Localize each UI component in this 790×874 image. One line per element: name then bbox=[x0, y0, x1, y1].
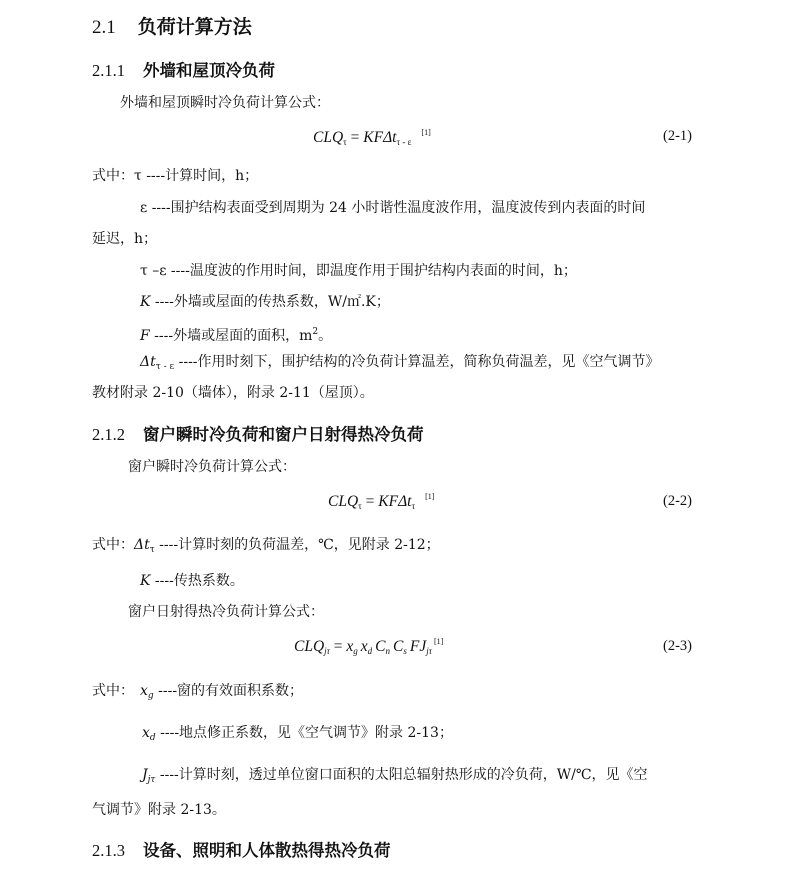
eq-subscript: g bbox=[353, 646, 358, 656]
section-number: 2.1.1 bbox=[92, 61, 125, 80]
section-heading-2-1-1 bbox=[92, 57, 275, 81]
section-number: 2.1.3 bbox=[92, 841, 125, 860]
definition-text: ----传热系数。 bbox=[150, 573, 244, 589]
equation-2-1 bbox=[313, 128, 431, 147]
eq-equals: = bbox=[333, 638, 343, 655]
definition-text: ----计算时刻的负荷温差，℃，见附录 2-12； bbox=[154, 537, 440, 553]
section-number: 2.1.2 bbox=[92, 425, 125, 444]
definition-xd bbox=[142, 723, 453, 748]
section-title: 负荷计算方法 bbox=[137, 16, 252, 38]
definition-text: ----计算时刻，透过单位窗口面积的太阳总辐射热形成的冷负荷，W/℃，见《空 bbox=[155, 767, 648, 783]
citation-ref: [1] bbox=[433, 637, 444, 646]
eq-term: FJ bbox=[409, 638, 427, 655]
citation-ref: [1] bbox=[425, 492, 435, 501]
symbol: K bbox=[140, 294, 151, 310]
equation-number: (2-3) bbox=[663, 638, 692, 654]
paragraph-wall-intro: 外墙和屋顶瞬时冷负荷计算公式： bbox=[120, 95, 330, 111]
definition-xg bbox=[92, 681, 303, 706]
symbol-subscript: d bbox=[149, 733, 156, 743]
definition-delta-t-window bbox=[92, 535, 440, 560]
eq-subscript: d bbox=[367, 646, 373, 656]
symbol-subscript: jτ bbox=[147, 775, 156, 785]
definition-prefix: 式中： bbox=[92, 168, 134, 184]
citation-ref: [1] bbox=[421, 128, 431, 137]
eq-equals: = bbox=[350, 129, 360, 146]
eq-term: CLQ bbox=[294, 638, 325, 655]
symbol: τ bbox=[134, 168, 142, 184]
eq-term: x bbox=[360, 638, 368, 655]
eq-term: x bbox=[346, 638, 354, 655]
section-title: 外墙和屋顶冷负荷 bbox=[143, 61, 275, 80]
definition-prefix: 式中： bbox=[92, 683, 134, 699]
equation-number: (2-2) bbox=[663, 493, 692, 509]
definition-text: 。 bbox=[318, 328, 333, 344]
symbol: x bbox=[142, 725, 150, 741]
eq-subscript: jτ bbox=[324, 646, 330, 656]
symbol: F bbox=[140, 328, 150, 344]
definition-J bbox=[142, 765, 648, 790]
eq-subscript: τ bbox=[411, 501, 416, 511]
equation-number: (2-1) bbox=[663, 128, 692, 144]
symbol-subscript: τ - ε bbox=[155, 362, 175, 372]
superscript: 2 bbox=[312, 327, 319, 337]
symbol-subscript: τ bbox=[149, 545, 155, 555]
eq-subscript: τ - ε bbox=[396, 137, 412, 147]
definition-delta-t bbox=[140, 352, 660, 377]
equation-2-2 bbox=[328, 492, 434, 511]
symbol: K bbox=[140, 573, 151, 589]
eq-subscript: τ bbox=[343, 137, 347, 147]
definition-text: ----作用时刻下，围护结构的冷负荷计算温差，简称负荷温差，见《空气调节》 bbox=[174, 354, 660, 370]
definition-K bbox=[140, 292, 390, 312]
paragraph-window-intro: 窗户瞬时冷负荷计算公式： bbox=[128, 459, 296, 475]
symbol: Δt bbox=[134, 537, 150, 553]
eq-term: C bbox=[393, 638, 404, 655]
eq-term: CLQ bbox=[313, 129, 344, 146]
section-heading-2-1-2 bbox=[92, 421, 424, 445]
eq-term: KFΔt bbox=[363, 129, 397, 146]
definition-text: ----计算时间，h； bbox=[141, 168, 259, 184]
definition-J-cont: 气调节》附录 2-13。 bbox=[92, 802, 226, 818]
eq-subscript: n bbox=[385, 646, 391, 656]
definition-F bbox=[140, 322, 332, 346]
eq-subscript: jτ bbox=[426, 646, 432, 656]
paragraph-solar-intro: 窗户日射得热冷负荷计算公式： bbox=[128, 604, 324, 620]
eq-term: KFΔt bbox=[378, 493, 412, 510]
section-title: 窗户瞬时冷负荷和窗户日射得热冷负荷 bbox=[143, 425, 424, 444]
symbol: Δt bbox=[140, 354, 156, 370]
definition-K-window bbox=[140, 571, 244, 591]
definition-delta-t-cont: 教材附录 2-10（墙体），附录 2-11（屋顶）。 bbox=[92, 385, 374, 401]
definition-text: ----外墙或屋面的传热系数，W/㎡.K； bbox=[150, 294, 390, 310]
equation-2-3 bbox=[294, 637, 443, 656]
definition-text: ----地点修正系数，见《空气调节》附录 2-13； bbox=[155, 725, 453, 741]
definition-text: ----窗的有效面积系数； bbox=[153, 683, 304, 699]
eq-term: C bbox=[375, 638, 386, 655]
eq-subscript: τ bbox=[358, 501, 362, 511]
eq-subscript: s bbox=[403, 646, 407, 656]
definition-prefix: 式中： bbox=[92, 537, 134, 553]
symbol-subscript: g bbox=[147, 691, 154, 701]
symbol: J bbox=[142, 767, 148, 783]
section-heading-2-1 bbox=[92, 12, 252, 39]
section-number: 2.1 bbox=[92, 17, 116, 38]
section-heading-2-1-3 bbox=[92, 837, 391, 861]
definition-tau bbox=[92, 166, 258, 186]
definition-epsilon: ε ----围护结构表面受到周期为 24 小时谐性温度波作用，温度波传到内表面的时间 bbox=[140, 200, 646, 216]
definition-tau-eps: τ –ε ----温度波的作用时间，即温度作用于围护结构内表面的时间，h； bbox=[140, 263, 577, 279]
definition-text: ----外墙或屋面的面积，m bbox=[149, 328, 313, 344]
symbol: x bbox=[140, 683, 148, 699]
definition-epsilon-cont: 延迟，h； bbox=[92, 231, 158, 247]
eq-equals: = bbox=[365, 493, 375, 510]
section-title: 设备、照明和人体散热得热冷负荷 bbox=[143, 841, 391, 860]
eq-term: CLQ bbox=[328, 493, 359, 510]
